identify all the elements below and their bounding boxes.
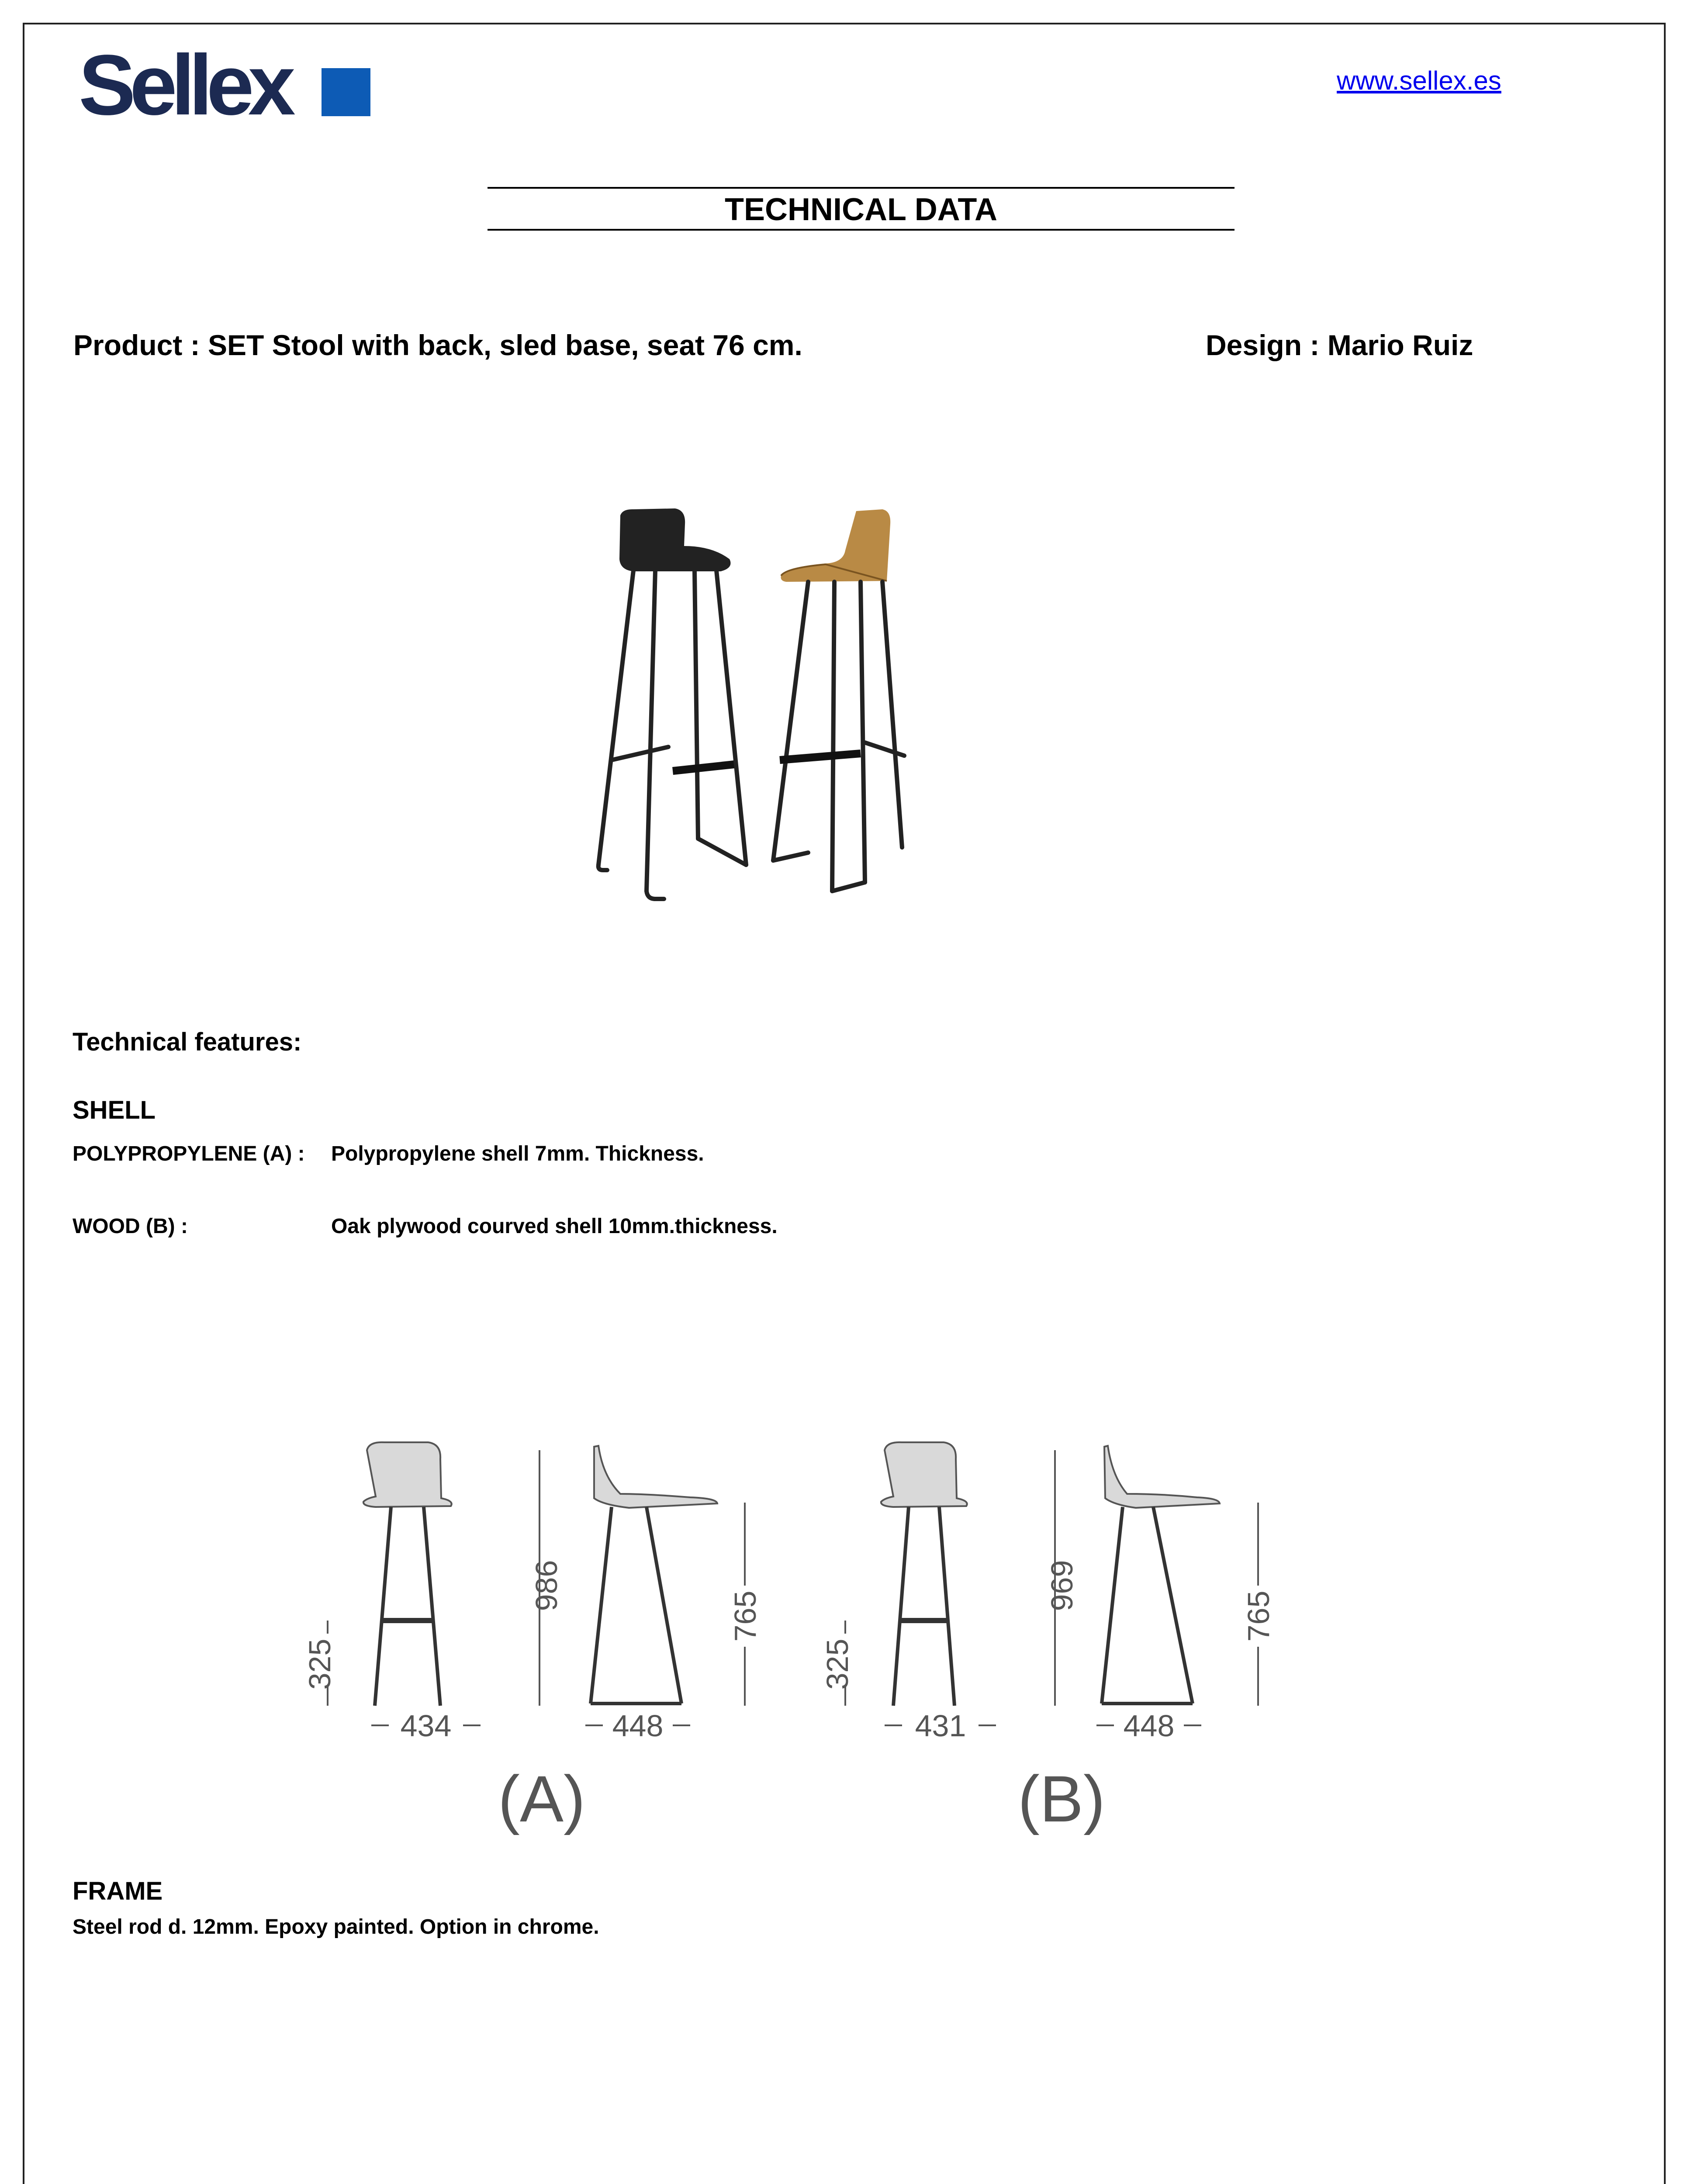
frame-heading: FRAME (73, 1877, 163, 1905)
black-stool-image (598, 508, 746, 899)
logo-wordmark: Sellex (79, 37, 290, 133)
shell-row-label: WOOD (B) : (73, 1215, 188, 1238)
product-photo (581, 498, 1105, 909)
dimension-label: 434 (400, 1709, 452, 1743)
dimension-label: 765 (1241, 1590, 1276, 1642)
website-link[interactable]: www.sellex.es (1337, 66, 1501, 95)
title-rule-bottom (488, 229, 1235, 231)
dimension-label: 448 (1123, 1709, 1175, 1743)
dimension-label: 325 (303, 1638, 337, 1690)
shell-heading: SHELL (73, 1096, 156, 1124)
variant-a-side-view (529, 1446, 762, 1743)
dimension-label: 969 (1045, 1560, 1079, 1611)
product-line: Product : SET Stool with back, sled base, seat 76 cm. (73, 329, 802, 361)
design-line: Design : Mario Ruiz (1206, 329, 1473, 361)
variant-a-front-view (303, 1442, 481, 1743)
variant-b-front-view (820, 1442, 996, 1743)
wood-stool-image (773, 509, 904, 891)
dimension-drawings (297, 1428, 1311, 1856)
variant-a-caption: (A) (498, 1762, 585, 1835)
logo-square-icon (322, 68, 370, 116)
frame-description: Steel rod d. 12mm. Epoxy painted. Option in chrome. (73, 1915, 599, 1939)
variant-b-side-view (1045, 1446, 1276, 1743)
dimension-label: 448 (612, 1709, 664, 1743)
shell-row-value: Oak plywood courved shell 10mm.thickness. (331, 1215, 778, 1238)
variant-b-caption: (B) (1018, 1762, 1105, 1835)
dimension-label: 431 (915, 1709, 966, 1743)
shell-row-value: Polypropylene shell 7mm. Thickness. (331, 1142, 704, 1165)
dimension-label: 765 (728, 1590, 762, 1642)
page-title: TECHNICAL DATA (725, 192, 997, 227)
technical-features-heading: Technical features: (73, 1028, 302, 1056)
dimension-label: 986 (529, 1560, 564, 1611)
dimension-label: 325 (820, 1638, 854, 1690)
shell-row-label: POLYPROPYLENE (A) : (73, 1142, 305, 1165)
